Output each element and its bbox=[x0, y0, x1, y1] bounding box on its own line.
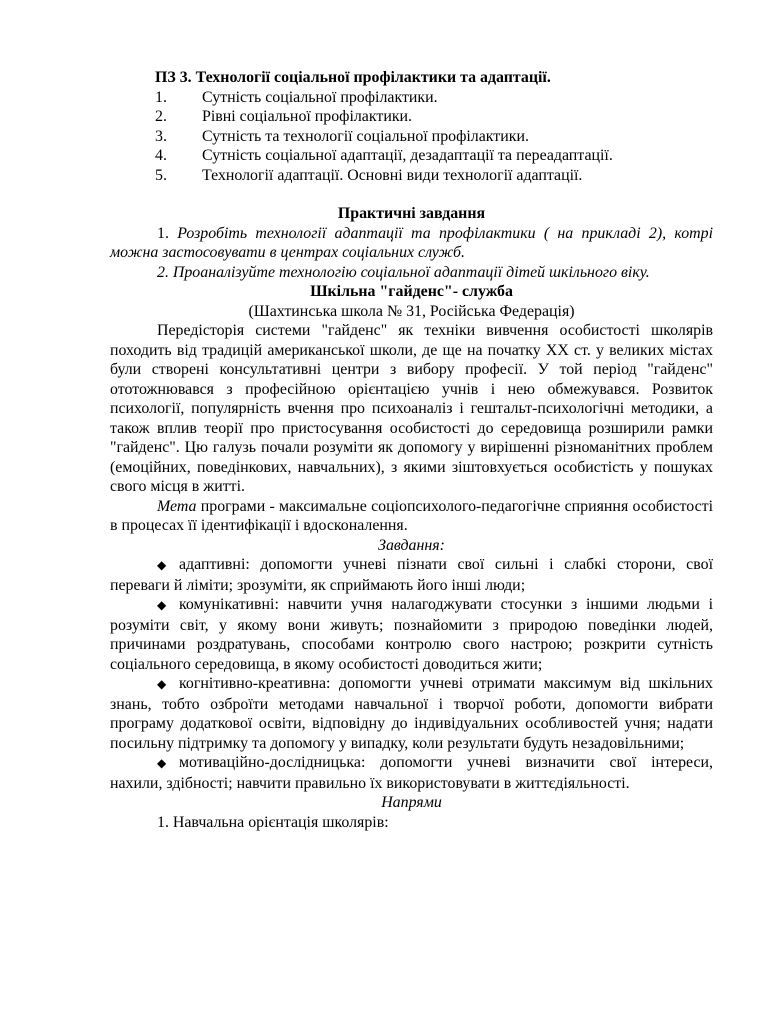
diamond-bullet-icon: ◆ bbox=[157, 677, 167, 691]
spacer bbox=[110, 185, 713, 204]
practical-task-1 bbox=[110, 224, 713, 263]
list-item bbox=[110, 146, 713, 166]
list-item bbox=[110, 107, 713, 127]
diamond-bullet-icon: ◆ bbox=[157, 598, 167, 612]
practical-heading: Практичні завдання bbox=[337, 205, 486, 222]
bullet-item bbox=[110, 674, 713, 753]
list-item-number: 5. bbox=[155, 166, 167, 184]
list-item-text: Сутність соціальної адаптації, дезадаптації та переадаптації. bbox=[202, 147, 613, 164]
tasks-heading: Завдання: bbox=[378, 536, 445, 554]
bullet-item bbox=[110, 595, 713, 674]
page-title: ПЗ 3. Технології соціальної профілактики та адаптації. bbox=[155, 69, 551, 86]
list-item-number: 4. bbox=[155, 147, 167, 164]
goal-text: програми - максимальне соціопсихолого-педагогічне сприяння особистості в процесах її ідентифікації і вдосконалення. bbox=[110, 497, 713, 534]
bullet-item bbox=[110, 753, 713, 793]
diamond-bullet-icon: ◆ bbox=[157, 558, 167, 572]
history-paragraph: Передісторія системи "гайденс" як техніки вивчення особистості школярів походить від традицій американської школи, де ще на початку XX ст. у великих містах були створені консультативні центри з вибору професії. У той період "гайденс" ототожнювався з професійною орієнтацією учнів і нею обмежувався. Розвиток психології, популярність вчення про психоаналіз і гештальт-психологічні методики, а також вплив теорії про пристосування особистості до середовища розширили рамки "гайденс". Цю галузь почали розуміти як допомогу у вирішенні різноманітних проблем (емоційних, поведінкових, навчальних), з якими зіштовхується особистість у пошуках свого місця в житті. bbox=[110, 322, 713, 495]
list-item-number: 3. bbox=[155, 127, 167, 145]
topic-list bbox=[110, 88, 713, 186]
directions-heading: Напрями bbox=[381, 794, 442, 811]
bullet-text: мотиваційно-дослідницька: допомогти учневі визначити свої інтереси, нахили, здібності; навчити правильно їх використовувати в життєдіяльності. bbox=[110, 754, 713, 792]
practical-task-2: 2. Проаналізуйте технологію соціальної адаптації дітей шкільного віку. bbox=[157, 263, 650, 281]
list-item-text: Сутність та технології соціальної профілактики. bbox=[202, 127, 529, 145]
bullet-item bbox=[110, 555, 713, 595]
list-item-text: Технології адаптації. Основні види технології адаптації. bbox=[202, 166, 583, 184]
list-item-number: 1. bbox=[155, 88, 167, 106]
list-item bbox=[110, 127, 713, 147]
list-item bbox=[110, 166, 713, 186]
service-subheading: (Шахтинська школа № 31, Російська Федерація) bbox=[248, 302, 575, 320]
list-item-text: Сутність соціальної профілактики. bbox=[202, 88, 438, 106]
task-text: Розробіть технології адаптації та профілактики ( на прикладі 2), котрі можна застосовувати в центрах соціальних служб. bbox=[110, 224, 714, 261]
task-number: 1. bbox=[157, 224, 178, 242]
bullet-text: комунікативні: навчити учня налагоджувати стосунки з іншими людьми і розуміти світ, у якому вони живуть; познайомити з природою поведінки людей, причинами роздратувань, способами контролю свого настрою; розкрити сутність соціального середовища, в якому особистості доводиться жити; bbox=[110, 596, 713, 673]
direction-item: 1. Навчальна орієнтація школярів: bbox=[157, 813, 389, 831]
list-item-text: Рівні соціальної профілактики. bbox=[202, 108, 413, 125]
list-item-number: 2. bbox=[155, 108, 167, 125]
goal-paragraph bbox=[110, 497, 713, 536]
bullet-text: адаптивні: допомогти учневі пізнати свої сильні і слабкі сторони, свої переваги й ліміти; зрозуміти, як сприймають його інші люди; bbox=[110, 556, 713, 594]
service-heading: Шкільна "гайденс"- служба bbox=[310, 283, 513, 300]
document-page bbox=[110, 68, 713, 832]
bullet-text: когнітивно-креативна: допомогти учневі отримати максимум від шкільних знань, тобто озброїти методами навчальної і творчої роботи, допомогти вибрати програму додаткової освіти, відповідну до індивідуальних особливостей учня; надати посильну підтримку та допомогу у випадку, коли результати будуть незадовільними; bbox=[110, 675, 713, 752]
diamond-bullet-icon: ◆ bbox=[157, 756, 167, 770]
goal-label: Мета bbox=[157, 497, 197, 515]
list-item bbox=[110, 88, 713, 108]
